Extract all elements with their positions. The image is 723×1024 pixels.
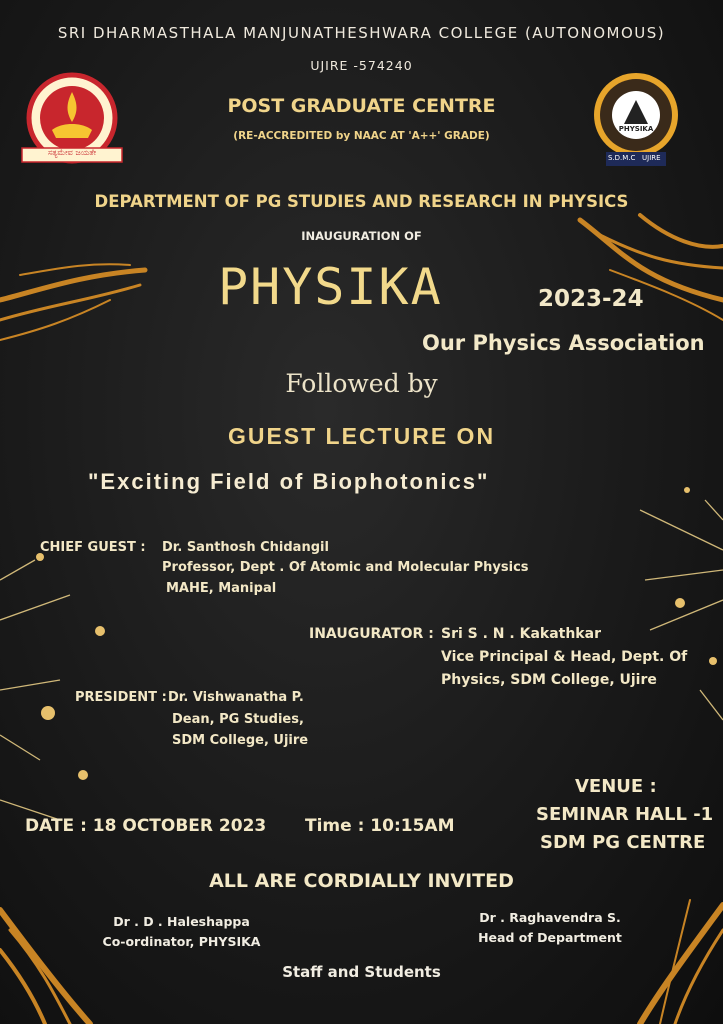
president-role-line1: Dean, PG Studies, bbox=[172, 712, 304, 727]
staff-and-students: Staff and Students bbox=[282, 963, 441, 981]
event-date: DATE : 18 OCTOBER 2023 bbox=[25, 816, 267, 836]
chief-guest-org: MAHE, Manipal bbox=[166, 581, 277, 596]
venue-line1: SEMINAR HALL -1 bbox=[536, 804, 714, 825]
hod-name: Dr . Raghavendra S. bbox=[479, 910, 621, 925]
naac-accreditation: (RE-ACCREDITED by NAAC AT 'A++' GRADE) bbox=[233, 130, 490, 142]
coordinator-name: Dr . D . Haleshappa bbox=[113, 914, 250, 929]
venue-line2: SDM PG CENTRE bbox=[540, 832, 706, 853]
inauguration-of-label: INAUGURATION OF bbox=[301, 229, 422, 243]
president-label: PRESIDENT : bbox=[75, 690, 167, 705]
chief-guest-role: Professor, Dept . Of Atomic and Molecular Physics bbox=[162, 560, 529, 575]
hod-role: Head of Department bbox=[478, 930, 622, 945]
badge-bottom-left: S.D.M.C bbox=[608, 154, 636, 162]
college-address: UJIRE -574240 bbox=[310, 58, 413, 73]
inaugurator-role-line2: Physics, SDM College, Ujire bbox=[441, 672, 657, 688]
president-role-line2: SDM College, Ujire bbox=[172, 733, 309, 748]
college-seal-logo bbox=[18, 70, 126, 170]
badge-name: PHYSIKA bbox=[618, 125, 654, 133]
badge-bottom-right: UJIRE bbox=[642, 154, 661, 162]
followed-by-label: Followed by bbox=[285, 369, 438, 398]
chief-guest-name: Dr. Santhosh Chidangil bbox=[162, 540, 329, 555]
chief-guest-label: CHIEF GUEST : bbox=[40, 540, 146, 555]
physika-badge-logo bbox=[582, 70, 690, 170]
event-name: PHYSIKA bbox=[218, 258, 443, 316]
college-name: SRI DHARMASTHALA MANJUNATHESHWARA COLLEGE (AUTONOMOUS) bbox=[57, 24, 666, 42]
event-subtitle: Our Physics Association bbox=[422, 331, 705, 355]
invitation-line: ALL ARE CORDIALLY INVITED bbox=[209, 870, 514, 892]
department-title: DEPARTMENT OF PG STUDIES AND RESEARCH IN PHYSICS bbox=[94, 192, 629, 211]
inaugurator-role-line1: Vice Principal & Head, Dept. Of bbox=[441, 649, 688, 665]
inaugurator-name: Sri S . N . Kakathkar bbox=[441, 626, 601, 642]
seal-motto: ಸತ್ಯಮೇವ ಜಯತೇ bbox=[47, 148, 97, 157]
guest-lecture-heading: GUEST LECTURE ON bbox=[227, 423, 496, 449]
event-year: 2023-24 bbox=[538, 286, 644, 312]
lecture-topic: "Exciting Field of Biophotonics" bbox=[88, 469, 490, 494]
president-name: Dr. Vishwanatha P. bbox=[168, 690, 304, 705]
event-time: Time : 10:15AM bbox=[305, 816, 455, 836]
physika-badge-icon bbox=[582, 70, 690, 170]
coordinator-role: Co-ordinator, PHYSIKA bbox=[102, 934, 261, 949]
inaugurator-label: INAUGURATOR : bbox=[309, 626, 434, 642]
centre-title: POST GRADUATE CENTRE bbox=[227, 95, 496, 117]
venue-label: VENUE : bbox=[575, 776, 657, 797]
